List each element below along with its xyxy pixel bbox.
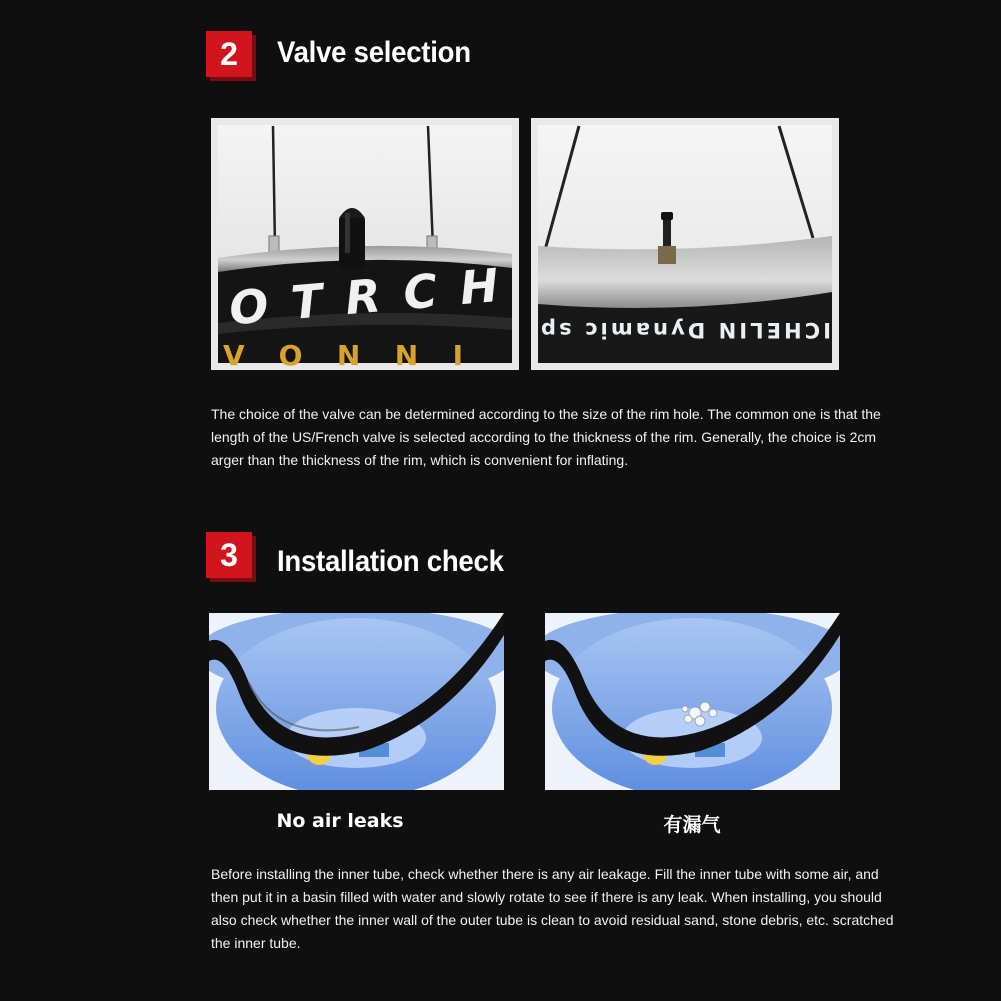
section-2-number-badge [206,31,252,77]
basin-leak-photo [545,613,840,790]
presta-tire-text: ICHELIN Dynamic sp [541,318,831,342]
schrader-valve-photo [211,118,519,370]
section-2-number: 2 [220,35,238,72]
section-3-title: Installation check [277,545,504,578]
valve-selection-description: The choice of the valve can be determined according to the size of the rim hole. The common one is that the length of the US/French valve is selected according to the thickness of the rim. Generally, the choice is 2cm arger than the thickness of the rim, which is convenient for inflating. [211,406,881,468]
section-3-number-badge [206,532,252,578]
basin-no-leak-photo [209,613,504,790]
schrader-tire-text: OTRCH [227,258,501,336]
installation-check-description: Before installing the inner tube, check whether there is any air leakage. Fill the inner tube with some air, and then put it in a basin filled with water and slowly rotate to see if there is any leak. When installing, you should also check whether the inner wall of the outer tube is clean to avoid residual sand, stone debris, etc. scratched the inner tube. [211,866,894,951]
schrader-rim-text: VONNI [223,339,463,370]
presta-valve-photo [531,118,839,370]
section-3-number: 3 [220,536,238,573]
caption-no-air-leaks: No air leaks [276,810,404,832]
caption-air-leak: 有漏气 [663,814,721,836]
section-2-title: Valve selection [277,36,471,69]
